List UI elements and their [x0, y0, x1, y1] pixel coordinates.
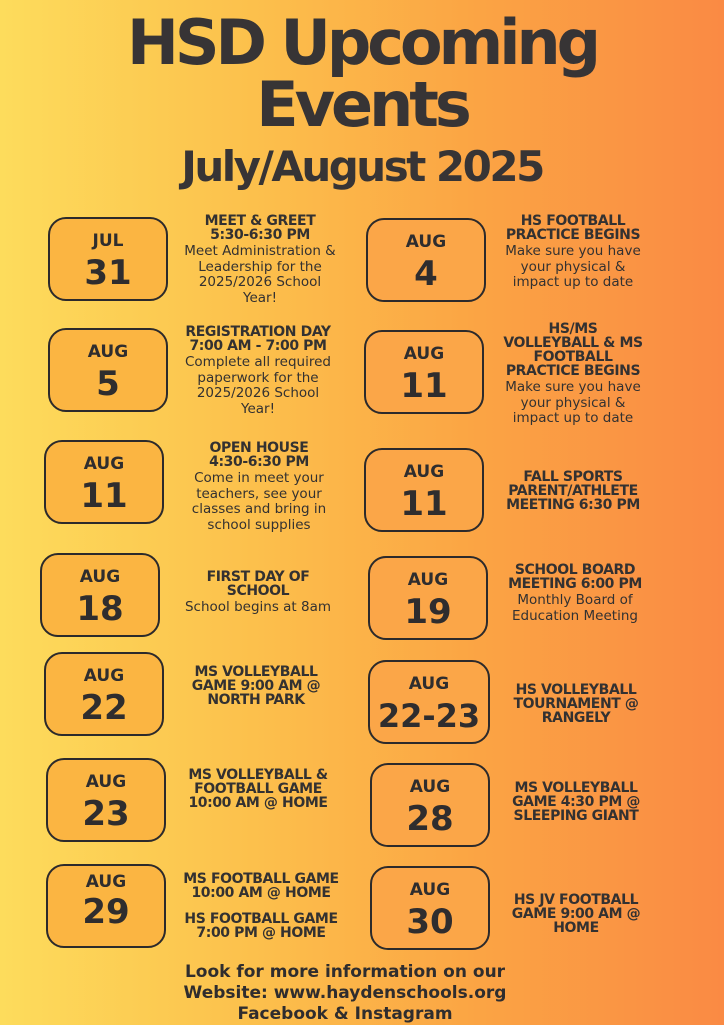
event-details [170, 441, 348, 533]
date-day: 11 [400, 366, 448, 406]
date-month: AUG [403, 462, 445, 482]
date-day: 28 [406, 799, 454, 839]
date-box [46, 864, 166, 948]
title-line-1: HSD Upcoming [126, 6, 598, 79]
event-heading: MEET & GREET 5:30-6:30 PM [204, 213, 316, 243]
event-heading: MS VOLLEYBALL & FOOTBALL GAME 10:00 AM @ HOME [188, 767, 328, 811]
date-month: AUG [83, 454, 125, 474]
event-details [170, 214, 350, 306]
date-day: 22-23 [377, 697, 481, 735]
date-day: 18 [76, 589, 124, 629]
event-description: Come in meet your teachers, see your classes and bring in school supplies [191, 470, 327, 533]
title-line-2: Events [256, 68, 468, 141]
date-month: AUG [79, 567, 121, 587]
event-description: Complete all required paperwork for the 2025/2026 School Year! [185, 354, 331, 417]
footer-line-1: Look for more information on our [184, 962, 506, 982]
event-heading: MS VOLLEYBALL GAME 9:00 AM @ NORTH PARK [191, 664, 321, 708]
event-heading: REGISTRATION DAY 7:00 AM - 7:00 PM [185, 324, 331, 354]
event-heading: HS JV FOOTBALL GAME 9:00 AM @ HOME [511, 892, 641, 936]
event-details [494, 214, 652, 291]
date-box [46, 758, 166, 842]
event-details [494, 322, 652, 427]
event-details [492, 470, 654, 512]
date-month: AUG [85, 872, 127, 892]
date-box [370, 866, 490, 950]
date-day: 19 [404, 592, 452, 632]
date-box [370, 763, 490, 847]
date-month: AUG [408, 674, 450, 694]
date-day: 5 [96, 364, 120, 404]
date-day: 23 [82, 794, 130, 834]
footer-info [0, 962, 690, 1025]
date-day: 31 [84, 253, 132, 293]
date-month: AUG [409, 777, 451, 797]
event-details [496, 683, 656, 725]
event-heading: HS VOLLEYBALL TOURNAMENT @ RANGELY [513, 682, 639, 726]
event-heading: SCHOOL BOARD MEETING 6:00 PM [508, 562, 642, 592]
date-day: 11 [400, 484, 448, 524]
event-details [494, 781, 658, 823]
subtitle: July/August 2025 [181, 142, 543, 191]
event-heading: HS FOOTBALL PRACTICE BEGINS [505, 213, 641, 243]
event-details [496, 893, 656, 935]
event-heading: MS VOLLEYBALL GAME 4:30 PM @ SLEEPING GIANT [512, 780, 640, 824]
date-month: AUG [85, 772, 127, 792]
event-description: Monthly Board of Education Meeting [512, 592, 638, 624]
date-box [48, 217, 168, 301]
date-day: 4 [414, 254, 438, 294]
date-box [368, 660, 490, 744]
event-details [168, 768, 348, 810]
date-month: AUG [407, 570, 449, 590]
event-heading: FALL SPORTS PARENT/ATHLETE MEETING 6:30 PM [506, 469, 640, 513]
event-description: Make sure you have your physical & impact up to date [505, 243, 641, 290]
event-heading-secondary: HS FOOTBALL GAME 7:00 PM @ HOME [184, 911, 338, 941]
event-details [168, 570, 348, 616]
date-box [364, 448, 484, 532]
date-box [40, 553, 160, 637]
date-month: JUL [92, 231, 124, 251]
event-heading: HS/MS VOLLEYBALL & MS FOOTBALL PRACTICE BEGINS [503, 321, 643, 379]
date-box [44, 652, 164, 736]
date-month: AUG [403, 344, 445, 364]
date-day: 29 [82, 892, 130, 932]
event-description: School begins at 8am [184, 599, 332, 615]
date-day: 11 [80, 476, 128, 516]
date-day: 30 [406, 902, 454, 942]
event-description: Make sure you have your physical & impact up to date [505, 379, 641, 426]
footer-social-line: Facebook & Instagram [237, 1004, 453, 1024]
date-box [368, 556, 488, 640]
date-box [48, 328, 168, 412]
event-heading: FIRST DAY OF SCHOOL [206, 569, 310, 599]
footer-website-line: Website: www.haydenschools.org [183, 983, 507, 1003]
event-heading: MS FOOTBALL GAME 10:00 AM @ HOME [183, 871, 339, 901]
date-box [44, 440, 164, 524]
event-details [168, 325, 348, 417]
date-month: AUG [409, 880, 451, 900]
date-month: AUG [83, 666, 125, 686]
event-details [170, 665, 342, 707]
event-description: Meet Administration & Leadership for the 2025/2026 School Year! [184, 243, 336, 306]
event-heading: OPEN HOUSE 4:30-6:30 PM [209, 440, 309, 470]
date-day: 22 [80, 688, 128, 728]
date-month: AUG [87, 342, 129, 362]
event-details [494, 563, 656, 624]
date-box [364, 330, 484, 414]
event-details [172, 872, 350, 940]
date-month: AUG [405, 232, 447, 252]
date-box [366, 218, 486, 302]
